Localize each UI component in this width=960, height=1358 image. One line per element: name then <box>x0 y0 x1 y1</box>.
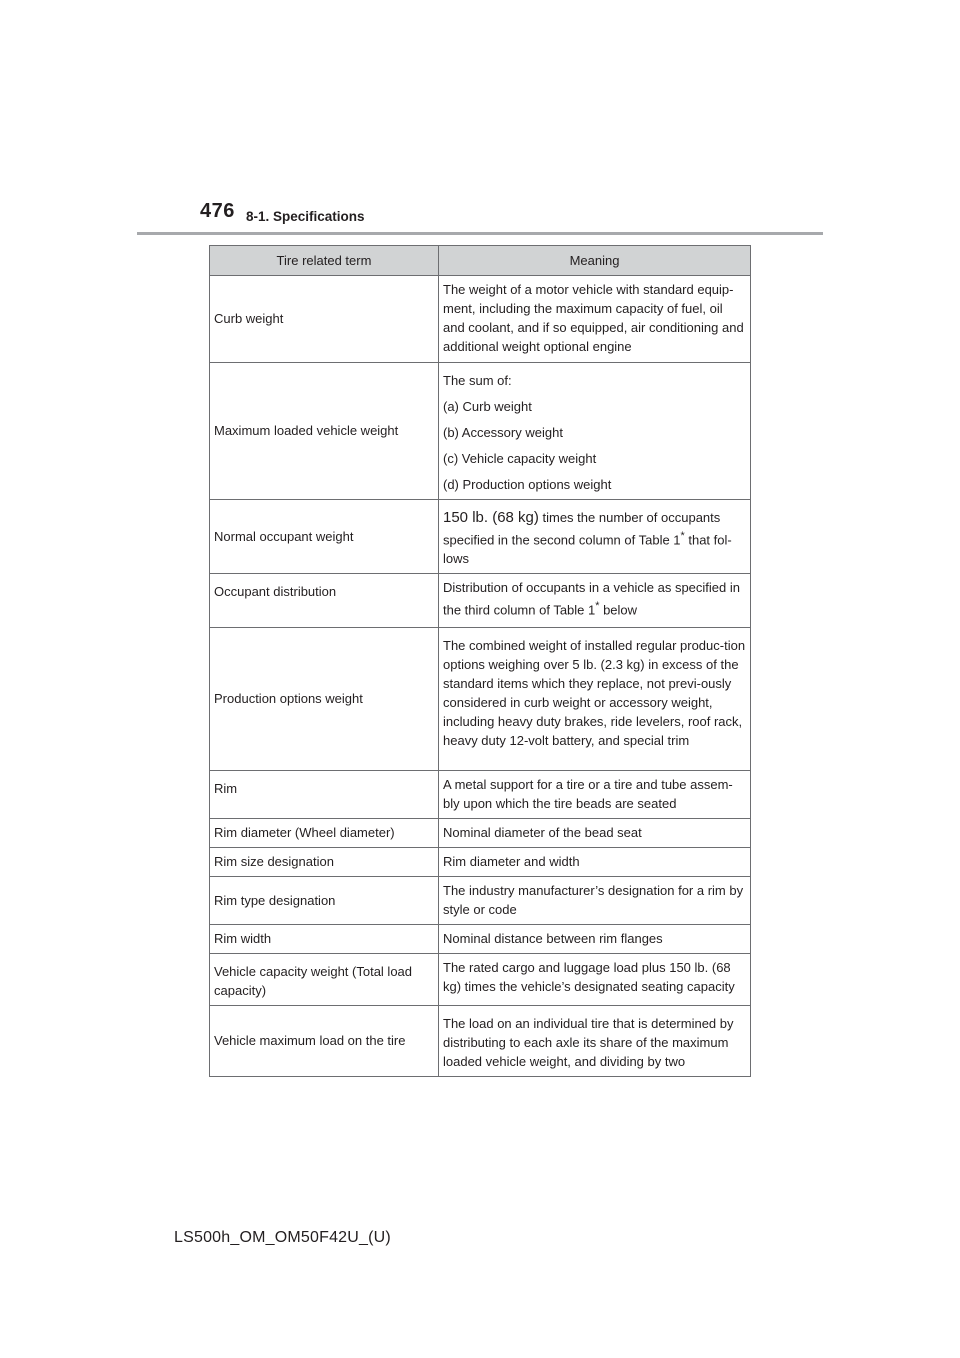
term-cell: Occupant distribution <box>210 574 439 628</box>
term-cell: Rim <box>210 771 439 819</box>
table-row <box>210 628 751 771</box>
meaning-text: below <box>599 602 638 618</box>
meaning-cell: The combined weight of installed regular produc-tion options weighing over 5 lb. (2.3 kg) in excess of the standard items which they replace, not previ-ously considered in curb weight or accessory weight, including heavy duty brakes, ride levelers, roof rack, heavy duty 12-volt battery, and special trim <box>439 628 751 771</box>
list-item: (b) Accessory weight <box>443 425 563 440</box>
meaning-cell <box>439 363 751 500</box>
term-cell: Rim diameter (Wheel diameter) <box>210 819 439 848</box>
list-item: (d) Production options weight <box>443 477 612 492</box>
term-cell: Rim size designation <box>210 848 439 877</box>
meaning-cell: The industry manufacturer’s designation for a rim by style or code <box>439 877 751 925</box>
footnote-marker: * <box>595 600 600 613</box>
column-header-term: Tire related term <box>210 246 439 276</box>
footnote-marker: * <box>680 530 685 542</box>
list-item: (a) Curb weight <box>443 399 532 414</box>
table-row <box>210 954 751 1006</box>
page-number: 476 <box>200 200 235 222</box>
term-cell: Rim type designation <box>210 877 439 925</box>
table-row <box>210 500 751 574</box>
meaning-cell: Rim diameter and width <box>439 848 751 877</box>
term-cell: Curb weight <box>210 276 439 363</box>
table-row <box>210 848 751 877</box>
meaning-text: Distribution of occupants in a vehicle as specified in the third column of Table 1 <box>443 580 740 618</box>
meaning-text: times the number of occupants specified in the second column of Table 1 <box>443 510 721 548</box>
table-row <box>210 574 751 628</box>
header-divider <box>137 232 823 235</box>
table-row <box>210 363 751 500</box>
term-cell: Rim width <box>210 925 439 954</box>
meaning-cell: The rated cargo and luggage load plus 150 lb. (68 kg) times the vehicle’s designated seating capacity <box>439 954 751 1006</box>
meaning-cell: The load on an individual tire that is determined by distributing to each axle its share of the maximum loaded vehicle weight, and dividing by two <box>439 1006 751 1077</box>
term-cell: Maximum loaded vehicle weight <box>210 363 439 500</box>
table-header-row <box>210 246 751 276</box>
list-item: The sum of: <box>443 373 512 388</box>
meaning-cell <box>439 574 751 628</box>
table-row <box>210 771 751 819</box>
tire-terms-table <box>209 245 751 1077</box>
table-row <box>210 925 751 954</box>
term-cell: Production options weight <box>210 628 439 771</box>
table-row <box>210 819 751 848</box>
meaning-cell: Nominal diameter of the bead seat <box>439 819 751 848</box>
term-cell: Normal occupant weight <box>210 500 439 574</box>
term-cell: Vehicle capacity weight (Total load capacity) <box>210 954 439 1006</box>
meaning-cell: The weight of a motor vehicle with standard equip-ment, including the maximum capacity of fuel, oil and coolant, and if so equipped, air conditioning and additional weight optional engine <box>439 276 751 363</box>
meaning-lead: 150 lb. (68 kg) <box>443 509 539 526</box>
term-cell: Vehicle maximum load on the tire <box>210 1006 439 1077</box>
section-title: 8-1. Specifications <box>246 209 365 224</box>
meaning-text: that fol-lows <box>443 532 732 567</box>
meaning-cell: A metal support for a tire or a tire and tube assem-bly upon which the tire beads are seated <box>439 771 751 819</box>
table-row <box>210 1006 751 1077</box>
meaning-cell <box>439 500 751 574</box>
document-code: LS500h_OM_OM50F42U_(U) <box>174 1229 391 1246</box>
list-item: (c) Vehicle capacity weight <box>443 451 597 466</box>
meaning-cell: Nominal distance between rim flanges <box>439 925 751 954</box>
column-header-meaning: Meaning <box>439 246 751 276</box>
table-row <box>210 276 751 363</box>
table-row <box>210 877 751 925</box>
